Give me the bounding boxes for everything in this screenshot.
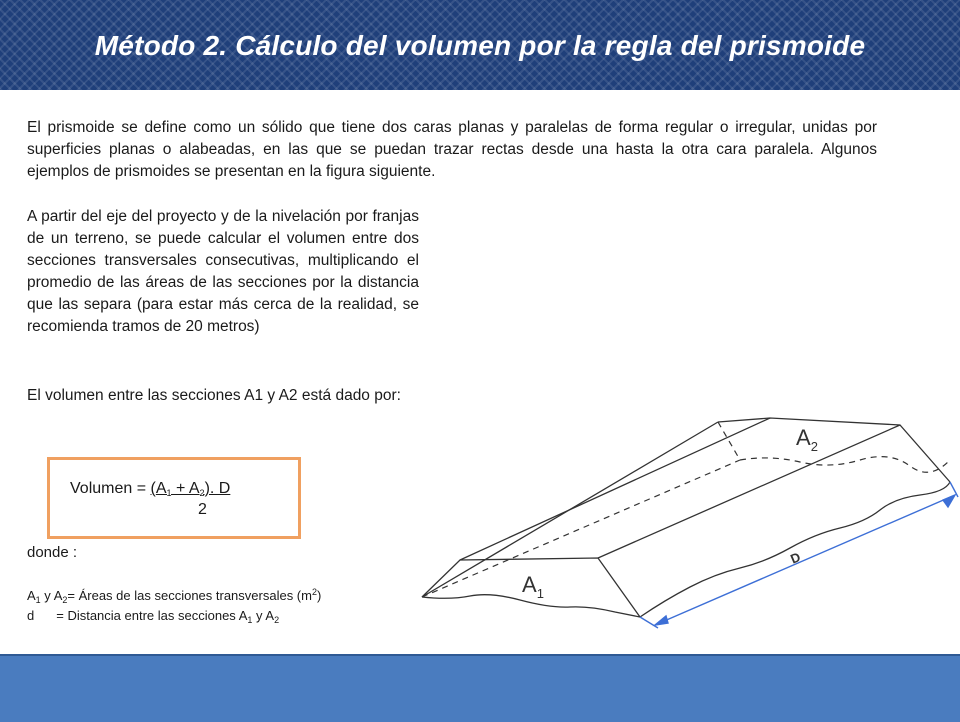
definition-areas (27, 587, 321, 605)
label-a1-sub: 1 (536, 586, 544, 601)
title-banner (0, 0, 960, 90)
page-title: Método 2. Cálculo del volumen por la regla del prismoide (94, 30, 866, 61)
footer-bar (0, 654, 960, 722)
intro-paragraph: El prismoide se define como un sólido que tiene dos caras planas y paralelas de forma regular o irregular, unidas por superficies planas o alabeadas, en las que se puedan trazar rectas desde una hasta la otra cara paralela. Algunos ejemplos de prismoides se presentan en la figura siguiente. (27, 119, 877, 180)
def2-var: d (27, 608, 35, 623)
label-a2-letter: A (796, 425, 811, 450)
def1-mid: y A (40, 588, 63, 603)
label-a1 (522, 572, 544, 601)
def2-mid: y A (252, 608, 275, 623)
formula-lhs: Volumen = (70, 480, 151, 497)
left-bottom-edge (422, 422, 718, 597)
formula-plus: + A (171, 480, 200, 497)
section-a2-outline (718, 418, 950, 482)
definition-distance (27, 608, 279, 625)
hidden-diagonal (422, 460, 740, 597)
def1-close: ) (316, 588, 322, 603)
formula-a: A (155, 480, 167, 497)
formula-open-paren: ( (150, 480, 156, 497)
formula-numerator (70, 480, 230, 498)
formula-tail: ). D (204, 480, 231, 497)
def1-sub2: 2 (62, 595, 68, 605)
prismoid-figure (418, 400, 960, 635)
def1-sub1: 1 (35, 595, 41, 605)
label-d: D (788, 549, 803, 567)
def1-a: A (27, 588, 36, 603)
def1-text: = Áreas de las secciones transversales (m (67, 588, 312, 603)
label-a2-sub: 2 (810, 439, 818, 454)
donde-label: donde : (27, 544, 78, 561)
method-paragraph: A partir del eje del proyecto y de la nivelación por franjas de un terreno, se puede calcular el volumen entre dos secciones transversales consecutivas, multiplicando el promedio de las áreas de las secciones por la distancia que las separa (para estar más cerca de la realidad, se recomienda tramos de 20 metros) (27, 208, 419, 335)
def2-sub1: 1 (247, 615, 253, 625)
dimension-line (655, 495, 955, 625)
volume-intro-paragraph: El volumen entre las secciones A1 y A2 está dado por: (27, 387, 401, 404)
formula-box (47, 457, 301, 539)
dimension-arrow-end (943, 495, 955, 507)
dimension-arrow-start (655, 616, 668, 625)
formula-sub2: 2 (199, 488, 205, 498)
formula-denominator: 2 (198, 501, 207, 518)
formula-sub1: 1 (166, 488, 172, 498)
def1-sup: 2 (311, 587, 317, 597)
left-top-edge (460, 418, 770, 560)
hidden-ground-back (740, 457, 950, 473)
label-a2 (796, 425, 818, 454)
label-a1-letter: A (522, 572, 537, 597)
def2-text: = Distancia entre las secciones A (56, 608, 248, 623)
section-a1-ground (422, 595, 640, 617)
dimension-tick-start (640, 617, 658, 628)
def2-sub2: 2 (274, 615, 280, 625)
formula-fraction (151, 480, 231, 497)
